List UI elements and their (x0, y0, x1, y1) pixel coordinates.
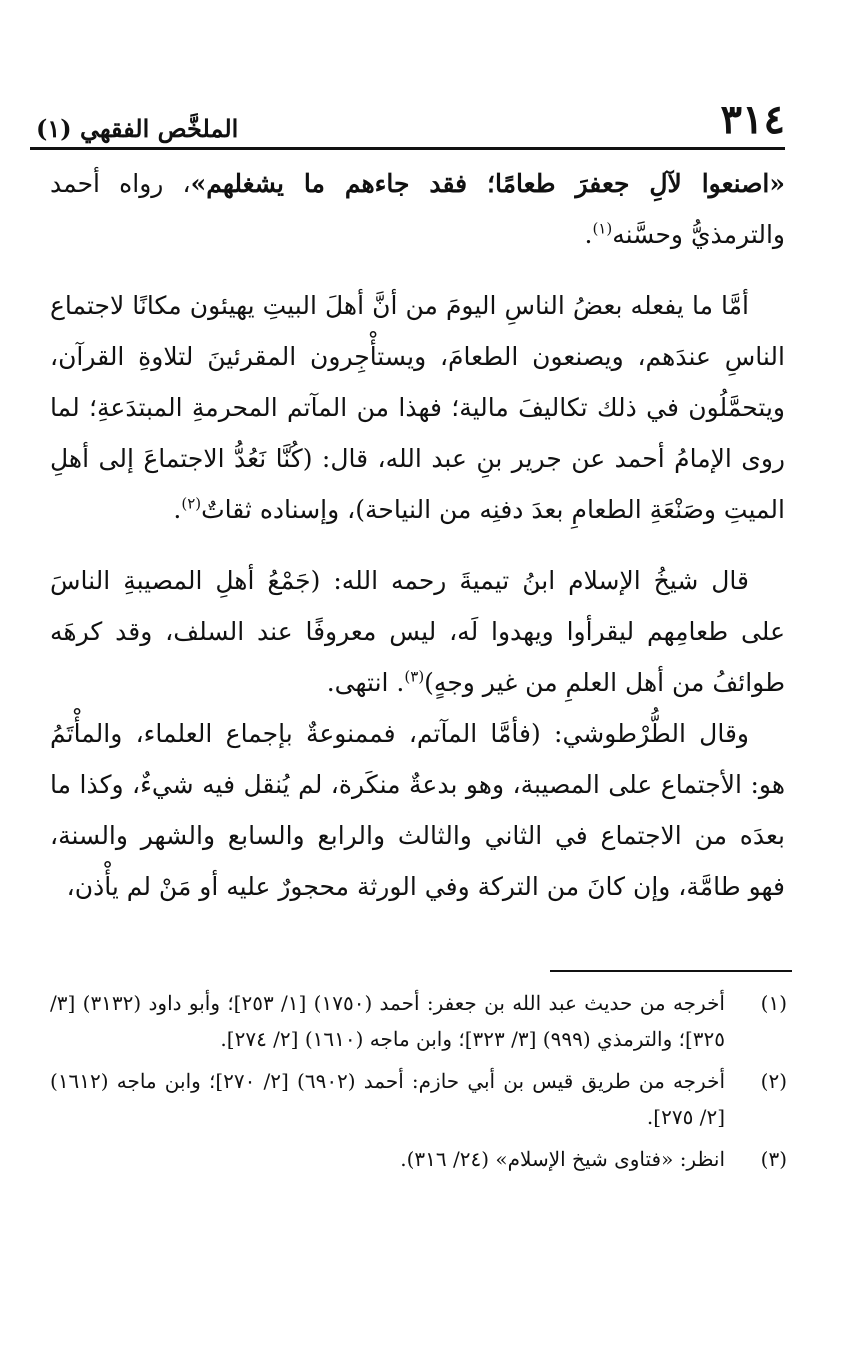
footnote-ref-2[interactable]: (٢) (181, 494, 202, 513)
paragraph-mourning-gatherings (50, 280, 785, 535)
footnote-ref-3[interactable]: (٣) (404, 667, 425, 686)
footnote-ref-1[interactable]: (١) (592, 219, 613, 238)
footnote-text: أخرجه من حديث عبد الله بن جعفر: أحمد (١٧٥٠) [١/ ٢٥٣]؛ وأبو داود (٣١٣٢) [٣/ ٣٢٥]؛ والترمذي (٩٩٩) [٣/ ٣٢٣]؛ وابن ماجه (١٦١٠) [٢/ ٢٧٤]. (50, 991, 725, 1051)
footnote-3 (50, 1141, 787, 1177)
sentence-end: . (173, 495, 182, 524)
paragraph-text: قال شيخُ الإسلام ابنُ تيميةَ رحمه الله: (جَمْعُ أهلِ المصيبةِ الناسَ على طعامِهم ليقرأوا ويهدوا لَه، ليس معروفًا عند السلف، وقد كرهَه طوائفُ من أهل العلمِ من غير وجهٍ) (50, 566, 785, 697)
footnotes (50, 985, 787, 1183)
footnote-text: أخرجه من طريق قيس بن أبي حازم: أحمد (٦٩٠٢) [٢/ ٢٧٠]؛ وابن ماجه (١٦١٢) [٢/ ٢٧٥]. (50, 1069, 726, 1129)
hadith-attribution: ، رواه أحمد والترمذيُّ وحسَّنه (50, 169, 785, 249)
footnote-1 (50, 985, 787, 1057)
paragraph-turtushi (50, 708, 785, 912)
footnote-2 (50, 1063, 787, 1135)
paragraph-text: أمَّا ما يفعله بعضُ الناسِ اليومَ من أنَّ أهلَ البيتِ يهيئون مكانًا لاجتماع الناسِ عندَهم، ويصنعون الطعامَ، ويستأْجِرون المقرئينَ لتلاوةِ القرآن، ويتحمَّلُون في ذلك تكاليفَ مالية؛ فهذا من المآتم المحرمةِ المبتدَعةِ؛ لما روى الإمامُ أحمد عن جرير بنِ عبد الله، قال: (كُنَّا نَعُدُّ الاجتماعَ إلى أهلِ الميتِ وصَنْعَةِ الطعامِ بعدَ دفنِه من النياحة)، وإسناده ثقاتٌ (50, 291, 785, 524)
hadith-quote: «اصنعوا لآلِ جعفرَ طعامًا؛ فقد جاءهم ما يشغلهم» (190, 169, 785, 198)
footnote-number: (٢) (760, 1069, 787, 1093)
paragraph-gap (50, 260, 785, 280)
footnote-number: (١) (760, 991, 787, 1015)
page-number: ٣١٤ (720, 96, 785, 143)
footnote-text: انظر: «فتاوى شيخ الإسلام» (٢٤/ ٣١٦). (400, 1147, 725, 1171)
footnote-separator (550, 970, 792, 972)
main-text (50, 158, 785, 912)
page-header (30, 98, 785, 150)
sentence-end: . انتهى. (326, 668, 405, 697)
sentence-end: . (584, 220, 593, 249)
paragraph-text: وقال الطُّرْطوشي: (فأمَّا المآتم، فممنوعةٌ بإجماع العلماء، والمأْتَمُ هو: الأجتماع على المصيبة، وهو بدعةٌ منكَرة، لم يُنقل فيه شيءٌ، وكذا ما بعدَه من الاجتماع في الثاني والثالث والرابع والسابع والشهر والسنة، فهو طامَّة، وإن كانَ من التركة وفي الورثة محجورٌ عليه أو مَنْ لم يأْذن، (50, 719, 785, 901)
footnote-number: (٣) (760, 1147, 787, 1171)
paragraph-hadith (50, 158, 785, 260)
running-title: الملخَّص الفقهي (١) (36, 114, 239, 143)
paragraph-ibn-taymiyyah (50, 555, 785, 708)
paragraph-gap (50, 535, 785, 555)
header-rule (30, 147, 785, 150)
